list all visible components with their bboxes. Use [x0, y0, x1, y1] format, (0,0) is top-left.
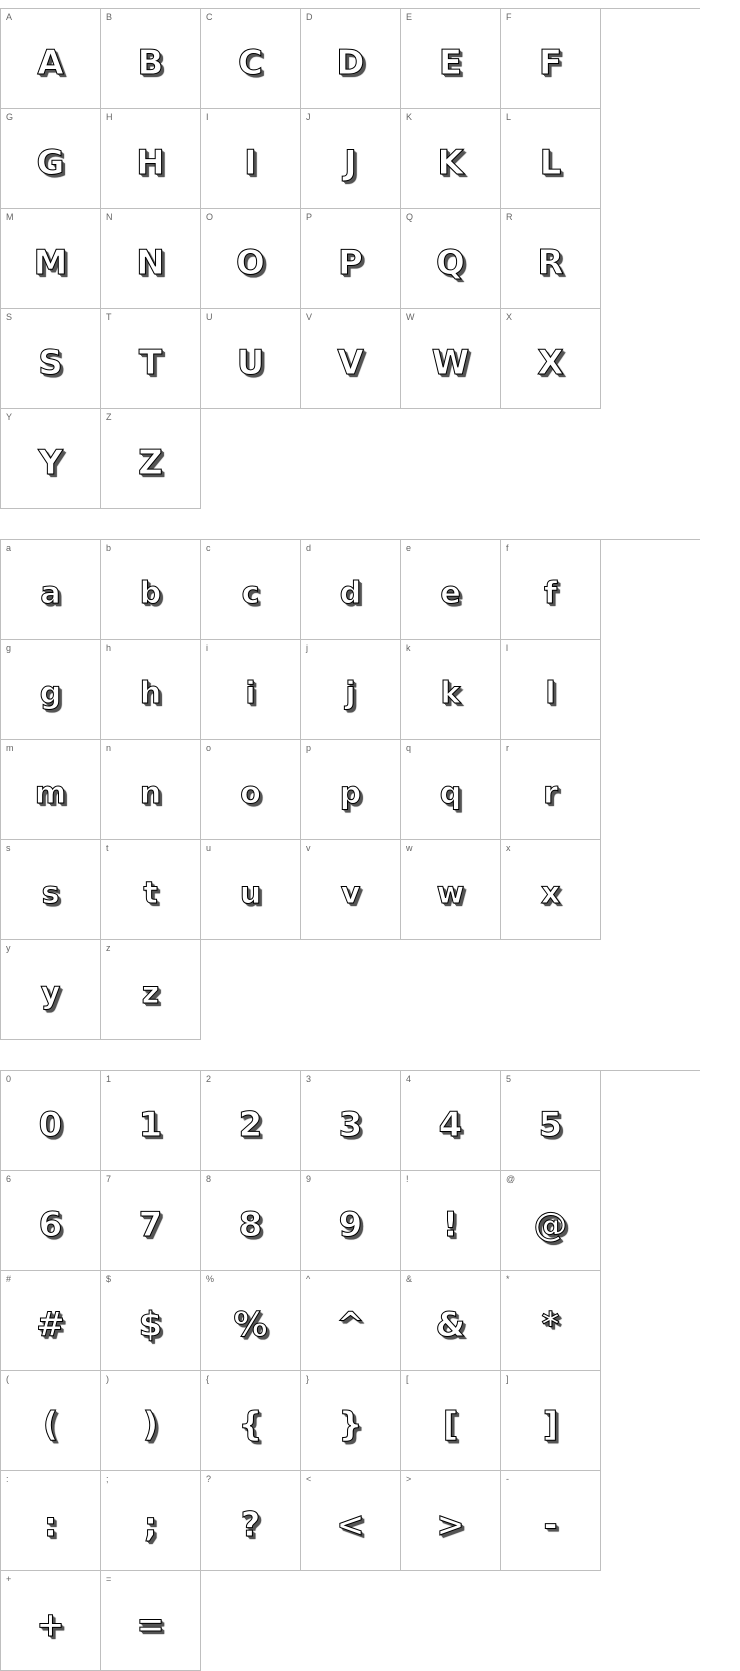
glyph-code-label: 5 — [506, 1074, 512, 1084]
glyph-cell[interactable] — [1, 209, 101, 309]
glyph-character: a — [40, 576, 61, 611]
glyph-code-label: q — [406, 743, 412, 753]
glyph-cell[interactable] — [401, 1071, 501, 1171]
glyph-cell[interactable] — [401, 540, 501, 640]
glyph-cell[interactable] — [101, 109, 201, 209]
glyph-character: d — [339, 576, 362, 611]
glyph-cell[interactable] — [101, 940, 201, 1040]
glyph-character: & — [435, 1304, 466, 1345]
glyph-cell[interactable] — [201, 309, 301, 409]
glyph-character: 3 — [338, 1104, 363, 1145]
glyph-code-label: O — [206, 212, 214, 222]
glyph-code-label: } — [306, 1374, 310, 1384]
glyph-code-label: R — [506, 212, 513, 222]
glyph-character: : — [43, 1504, 58, 1545]
glyph-character: } — [338, 1404, 363, 1445]
glyph-character: p — [339, 776, 362, 811]
glyph-code-label: ^ — [306, 1274, 311, 1284]
glyph-character: r — [543, 776, 558, 811]
glyph-character: 9 — [338, 1204, 363, 1245]
glyph-cell[interactable] — [301, 9, 401, 109]
glyph-character: u — [239, 876, 262, 911]
glyph-cell[interactable] — [301, 740, 401, 840]
glyph-character: B — [137, 42, 164, 83]
glyph-code-label: g — [6, 643, 12, 653]
glyph-character: b — [139, 576, 162, 611]
glyph-cell[interactable] — [401, 309, 501, 409]
glyph-cell[interactable] — [301, 1171, 401, 1271]
glyph-cell[interactable] — [101, 640, 201, 740]
glyph-cell[interactable] — [501, 1171, 601, 1271]
section-gap-1 — [0, 509, 700, 539]
glyph-character: N — [136, 242, 165, 283]
glyph-code-label: B — [106, 12, 113, 22]
glyph-cell[interactable] — [401, 9, 501, 109]
glyph-grid-uppercase — [0, 8, 700, 509]
glyph-cell[interactable] — [1, 1171, 101, 1271]
glyph-character: R — [537, 242, 564, 283]
glyph-character: O — [236, 242, 265, 283]
glyph-character: 1 — [138, 1104, 163, 1145]
glyph-character: s — [41, 876, 60, 911]
glyph-cell[interactable] — [101, 840, 201, 940]
glyph-code-label: U — [206, 312, 213, 322]
glyph-cell[interactable] — [501, 309, 601, 409]
glyph-code-label: e — [406, 543, 412, 553]
glyph-cell[interactable] — [1, 640, 101, 740]
glyph-code-label: C — [206, 12, 213, 22]
glyph-code-label: S — [6, 312, 13, 322]
glyph-cell[interactable] — [101, 309, 201, 409]
glyph-character: C — [238, 42, 263, 83]
glyph-code-label: ? — [206, 1474, 212, 1484]
section-gap-2 — [0, 1040, 700, 1070]
glyph-character: = — [136, 1604, 165, 1645]
glyph-code-label: 3 — [306, 1074, 312, 1084]
glyph-code-label: ; — [106, 1474, 109, 1484]
glyph-cell[interactable] — [1, 9, 101, 109]
glyph-code-label: s — [6, 843, 11, 853]
glyph-cell[interactable] — [401, 1271, 501, 1371]
glyph-character: h — [139, 676, 162, 711]
glyph-cell[interactable] — [401, 740, 501, 840]
glyph-code-label: v — [306, 843, 311, 853]
glyph-character: m — [34, 776, 67, 811]
glyph-code-label: 4 — [406, 1074, 412, 1084]
glyph-character: A — [37, 42, 64, 83]
glyph-code-label: : — [6, 1474, 9, 1484]
glyph-cell[interactable] — [401, 109, 501, 209]
glyph-character: ^ — [336, 1304, 365, 1345]
glyph-code-label: 9 — [306, 1174, 312, 1184]
glyph-character: Y — [38, 442, 63, 483]
glyph-cell[interactable] — [1, 540, 101, 640]
glyph-code-label: 2 — [206, 1074, 212, 1084]
glyph-cell[interactable] — [401, 840, 501, 940]
glyph-code-label: y — [6, 943, 11, 953]
glyph-character: 2 — [238, 1104, 263, 1145]
glyph-cell[interactable] — [101, 540, 201, 640]
glyph-code-label: n — [106, 743, 112, 753]
glyph-character: i — [245, 676, 256, 711]
glyph-cell[interactable] — [501, 540, 601, 640]
glyph-character: % — [233, 1304, 268, 1345]
glyph-code-label: > — [406, 1474, 412, 1484]
glyph-cell[interactable] — [1, 109, 101, 209]
section-uppercase — [0, 8, 740, 509]
glyph-code-label: l — [506, 643, 508, 653]
glyph-cell[interactable] — [101, 1071, 201, 1171]
glyph-cell[interactable] — [1, 1271, 101, 1371]
glyph-character: j — [345, 676, 356, 711]
glyph-code-label: ! — [406, 1174, 409, 1184]
glyph-cell[interactable] — [101, 9, 201, 109]
glyph-character: @ — [533, 1204, 568, 1245]
glyph-code-label: [ — [406, 1374, 409, 1384]
glyph-code-label: A — [6, 12, 13, 22]
glyph-code-label: k — [406, 643, 411, 653]
glyph-code-label: u — [206, 843, 212, 853]
glyph-character: ! — [442, 1204, 459, 1245]
glyph-character: x — [540, 876, 561, 911]
glyph-character: w — [436, 876, 465, 911]
glyph-cell[interactable] — [501, 740, 601, 840]
glyph-code-label: G — [6, 112, 14, 122]
glyph-cell[interactable] — [401, 640, 501, 740]
glyph-character: ] — [542, 1404, 559, 1445]
glyph-character: H — [136, 142, 165, 183]
glyph-code-label: 8 — [206, 1174, 212, 1184]
glyph-character: S — [38, 342, 63, 383]
glyph-character: [ — [442, 1404, 459, 1445]
glyph-character: J — [344, 142, 357, 183]
glyph-code-label: f — [506, 543, 509, 553]
glyph-cell[interactable] — [1, 1571, 101, 1671]
glyph-character: 6 — [38, 1204, 63, 1245]
glyph-code-label: @ — [506, 1174, 516, 1184]
glyph-cell[interactable] — [301, 540, 401, 640]
glyph-character: G — [36, 142, 65, 183]
glyph-character: t — [143, 876, 158, 911]
glyph-code-label: ) — [106, 1374, 109, 1384]
glyph-character: { — [238, 1404, 263, 1445]
glyph-code-label: M — [6, 212, 14, 222]
glyph-cell[interactable] — [201, 1271, 301, 1371]
glyph-code-label: d — [306, 543, 312, 553]
glyph-character: e — [440, 576, 461, 611]
glyph-code-label: E — [406, 12, 413, 22]
glyph-cell[interactable] — [301, 109, 401, 209]
top-spacer — [0, 0, 740, 8]
glyph-cell[interactable] — [1, 1071, 101, 1171]
glyph-code-label: 1 — [106, 1074, 112, 1084]
glyph-code-label: 0 — [6, 1074, 12, 1084]
glyph-character: l — [545, 676, 556, 711]
glyph-cell[interactable] — [101, 209, 201, 309]
glyph-code-label: ( — [6, 1374, 9, 1384]
glyph-character: < — [336, 1504, 365, 1545]
glyph-character: T — [138, 342, 163, 383]
glyph-character: L — [539, 142, 562, 183]
glyph-code-label: Y — [6, 412, 13, 422]
glyph-code-label: j — [306, 643, 308, 653]
glyph-code-label: I — [206, 112, 209, 122]
glyph-character: ? — [240, 1504, 261, 1545]
glyph-code-label: P — [306, 212, 313, 222]
glyph-code-label: N — [106, 212, 113, 222]
glyph-cell[interactable] — [501, 209, 601, 309]
glyph-character: f — [543, 576, 558, 611]
glyph-code-label: w — [406, 843, 413, 853]
glyph-code-label: h — [106, 643, 112, 653]
glyph-code-label: + — [6, 1574, 12, 1584]
glyph-code-label: V — [306, 312, 313, 322]
glyph-character: K — [437, 142, 464, 183]
glyph-character: * — [541, 1304, 560, 1345]
glyph-code-label: Z — [106, 412, 112, 422]
glyph-code-label: F — [506, 12, 512, 22]
glyph-cell[interactable] — [201, 1171, 301, 1271]
glyph-code-label: & — [406, 1274, 413, 1284]
glyph-cell[interactable] — [301, 1371, 401, 1471]
glyph-code-label: * — [506, 1274, 510, 1284]
glyph-code-label: T — [106, 312, 112, 322]
glyph-character: $ — [138, 1304, 163, 1345]
glyph-code-label: 7 — [106, 1174, 112, 1184]
glyph-cell[interactable] — [501, 1371, 601, 1471]
glyph-cell[interactable] — [201, 109, 301, 209]
glyph-cell[interactable] — [501, 109, 601, 209]
glyph-code-label: H — [106, 112, 113, 122]
glyph-code-label: ] — [506, 1374, 509, 1384]
glyph-code-label: c — [206, 543, 211, 553]
glyph-character: - — [543, 1504, 558, 1545]
glyph-character: + — [36, 1604, 65, 1645]
glyph-character: I — [244, 142, 257, 183]
glyph-cell[interactable] — [101, 1371, 201, 1471]
glyph-character: # — [36, 1304, 65, 1345]
glyph-code-label: # — [6, 1274, 12, 1284]
glyph-character: > — [436, 1504, 465, 1545]
glyph-code-label: = — [106, 1574, 112, 1584]
glyph-code-label: - — [506, 1474, 509, 1484]
glyph-cell[interactable] — [301, 1271, 401, 1371]
glyph-code-label: r — [506, 743, 509, 753]
glyph-character: 8 — [238, 1204, 263, 1245]
glyph-grid-symbols — [0, 1070, 700, 1671]
glyph-cell[interactable] — [501, 1071, 601, 1171]
glyph-cell[interactable] — [301, 1071, 401, 1171]
glyph-cell[interactable] — [1, 1471, 101, 1571]
glyph-cell[interactable] — [501, 840, 601, 940]
glyph-cell[interactable] — [1, 840, 101, 940]
glyph-character: U — [236, 342, 265, 383]
section-symbols — [0, 1070, 740, 1671]
glyph-character: o — [240, 776, 261, 811]
glyph-cell[interactable] — [201, 9, 301, 109]
glyph-character: c — [241, 576, 260, 611]
glyph-character: v — [340, 876, 361, 911]
glyph-cell[interactable] — [1, 409, 101, 509]
section-lowercase — [0, 539, 740, 1040]
glyph-character: Q — [436, 242, 465, 283]
glyph-code-label: L — [506, 112, 512, 122]
glyph-cell[interactable] — [101, 1571, 201, 1671]
glyph-cell[interactable] — [1, 1371, 101, 1471]
glyph-code-label: t — [106, 843, 109, 853]
glyph-cell[interactable] — [401, 1171, 501, 1271]
glyph-code-label: $ — [106, 1274, 112, 1284]
glyph-character: ( — [42, 1404, 59, 1445]
glyph-code-label: z — [106, 943, 111, 953]
glyph-cell[interactable] — [201, 740, 301, 840]
glyph-code-label: 6 — [6, 1174, 12, 1184]
glyph-cell[interactable] — [301, 840, 401, 940]
glyph-character: 7 — [138, 1204, 163, 1245]
glyph-cell[interactable] — [301, 640, 401, 740]
glyph-code-label: Q — [406, 212, 414, 222]
glyph-cell[interactable] — [301, 309, 401, 409]
glyph-cell[interactable] — [201, 209, 301, 309]
glyph-character: E — [438, 42, 463, 83]
glyph-character: Z — [138, 442, 163, 483]
glyph-character: 5 — [538, 1104, 563, 1145]
glyph-cell[interactable] — [401, 209, 501, 309]
glyph-cell[interactable] — [501, 1471, 601, 1571]
glyph-cell[interactable] — [1, 940, 101, 1040]
glyph-code-label: b — [106, 543, 112, 553]
glyph-character: P — [338, 242, 363, 283]
glyph-character: 0 — [38, 1104, 63, 1145]
glyph-code-label: i — [206, 643, 208, 653]
glyph-cell[interactable] — [1, 740, 101, 840]
glyph-cell[interactable] — [101, 409, 201, 509]
glyph-code-label: J — [306, 112, 311, 122]
glyph-code-label: < — [306, 1474, 312, 1484]
glyph-character: z — [141, 976, 160, 1011]
glyph-cell[interactable] — [501, 9, 601, 109]
glyph-cell[interactable] — [201, 840, 301, 940]
glyph-cell[interactable] — [401, 1471, 501, 1571]
glyph-character: X — [537, 342, 564, 383]
glyph-cell[interactable] — [201, 1371, 301, 1471]
glyph-code-label: { — [206, 1374, 210, 1384]
glyph-code-label: o — [206, 743, 212, 753]
glyph-cell[interactable] — [101, 1471, 201, 1571]
glyph-character: ; — [143, 1504, 158, 1545]
glyph-cell[interactable] — [101, 740, 201, 840]
glyph-cell[interactable] — [201, 640, 301, 740]
glyph-code-label: a — [6, 543, 12, 553]
glyph-code-label: p — [306, 743, 312, 753]
glyph-code-label: m — [6, 743, 14, 753]
glyph-cell[interactable] — [201, 1071, 301, 1171]
glyph-code-label: x — [506, 843, 511, 853]
glyph-character: q — [439, 776, 462, 811]
glyph-cell[interactable] — [301, 209, 401, 309]
glyph-character: n — [139, 776, 162, 811]
glyph-character: D — [336, 42, 365, 83]
glyph-code-label: D — [306, 12, 313, 22]
glyph-character: k — [440, 676, 461, 711]
glyph-cell[interactable] — [201, 540, 301, 640]
glyph-character: ) — [142, 1404, 159, 1445]
glyph-character: W — [431, 342, 470, 383]
glyph-cell[interactable] — [201, 1471, 301, 1571]
glyph-cell[interactable] — [301, 1471, 401, 1571]
glyph-character: 4 — [438, 1104, 463, 1145]
glyph-code-label: W — [406, 312, 415, 322]
glyph-code-label: % — [206, 1274, 215, 1284]
glyph-cell[interactable] — [1, 309, 101, 409]
glyph-grid-lowercase — [0, 539, 700, 1040]
glyph-character: F — [538, 42, 563, 83]
glyph-character: M — [33, 242, 68, 283]
glyph-cell[interactable] — [401, 1371, 501, 1471]
glyph-cell[interactable] — [101, 1271, 201, 1371]
glyph-character: g — [39, 676, 62, 711]
glyph-code-label: X — [506, 312, 513, 322]
glyph-cell[interactable] — [501, 640, 601, 740]
glyph-cell[interactable] — [101, 1171, 201, 1271]
glyph-character: V — [337, 342, 364, 383]
glyph-character: y — [40, 976, 61, 1011]
glyph-cell[interactable] — [501, 1271, 601, 1371]
glyph-code-label: K — [406, 112, 413, 122]
